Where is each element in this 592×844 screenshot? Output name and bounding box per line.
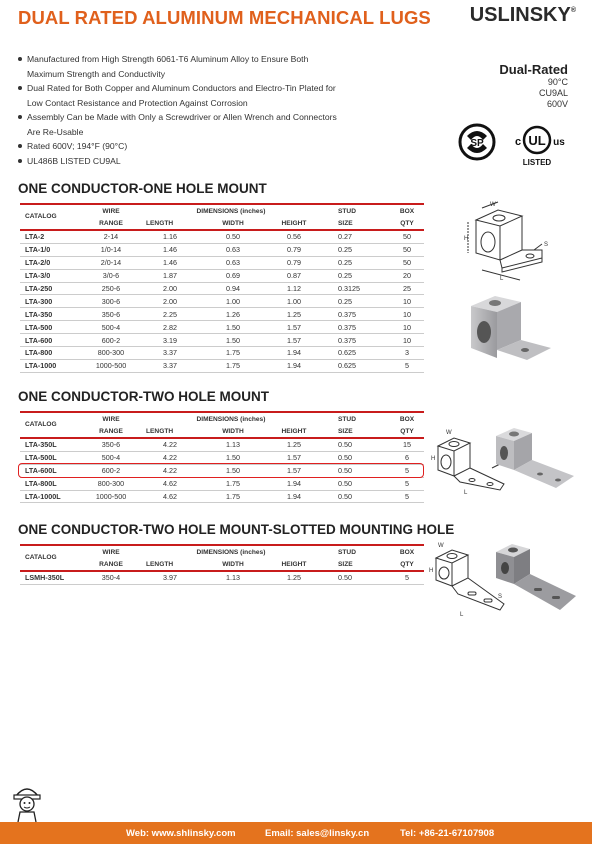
label-l: L	[500, 276, 504, 282]
label-h: H	[429, 568, 434, 574]
cell-height: 1.94	[266, 347, 322, 360]
table-row	[20, 359, 424, 372]
lug-photo-slotted	[490, 540, 580, 616]
cell-stud-size: 0.625	[322, 359, 390, 372]
table-row	[20, 230, 424, 243]
footer-email[interactable]: Email: sales@linsky.cn	[265, 828, 370, 839]
cell-box-qty: 20	[390, 269, 424, 282]
col-stud-bottom: SIZE	[322, 218, 390, 230]
label-w: W	[438, 543, 444, 549]
cell-wire-range: 2/0-14	[82, 256, 140, 269]
cell-box-qty: 10	[390, 308, 424, 321]
cell-wire-range: 500-4	[82, 321, 140, 334]
cell-box-qty: 10	[390, 295, 424, 308]
col-stud-bottom: SIZE	[322, 426, 390, 438]
cell-catalog: LTA-500	[20, 321, 82, 334]
ul-us-text: us	[553, 137, 565, 148]
cell-stud-size: 0.50	[322, 451, 390, 464]
cell-stud-size: 0.375	[322, 308, 390, 321]
ul-logo	[515, 127, 565, 167]
cell-box-qty: 5	[390, 490, 424, 503]
col-length: LENGTH	[140, 426, 200, 438]
cell-height: 1.94	[266, 359, 322, 372]
cell-height: 1.12	[266, 282, 322, 295]
cell-box-qty: 5	[390, 359, 424, 372]
cell-wire-range: 800-300	[82, 477, 140, 490]
col-stud-top: STUD	[322, 204, 390, 218]
col-height: HEIGHT	[266, 426, 322, 438]
cell-wire-range: 250-6	[82, 282, 140, 295]
cell-catalog: LTA-3/0	[20, 269, 82, 282]
col-stud-bottom: SIZE	[322, 559, 390, 571]
cell-height: 0.79	[266, 256, 322, 269]
listed-text: LISTED	[522, 158, 552, 167]
col-catalog: CATALOG	[20, 545, 82, 571]
brand-logo	[470, 4, 576, 27]
table-row	[20, 295, 424, 308]
footer-bar	[0, 822, 592, 844]
section-title-one-hole: ONE CONDUCTOR-ONE HOLE MOUNT	[18, 181, 267, 196]
col-width: WIDTH	[200, 218, 266, 230]
col-dimensions: DIMENSIONS (inches)	[140, 545, 322, 559]
ul-text: UL	[528, 133, 546, 148]
cell-height: 0.56	[266, 230, 322, 243]
cell-catalog: LTA-500L	[20, 451, 82, 464]
cell-height: 0.87	[266, 269, 322, 282]
cell-wire-range: 3/0-6	[82, 269, 140, 282]
rating-block	[499, 62, 568, 110]
label-l: L	[464, 490, 468, 496]
cell-catalog: LTA-2	[20, 230, 82, 243]
cell-width: 0.63	[200, 243, 266, 256]
cell-length: 3.37	[140, 359, 200, 372]
table-header-row	[20, 412, 424, 426]
table-row	[20, 243, 424, 256]
csa-text: SP	[470, 138, 484, 149]
cell-catalog: LTA-800L	[20, 477, 82, 490]
col-wire-bottom: RANGE	[82, 559, 140, 571]
col-height: HEIGHT	[266, 559, 322, 571]
cell-height: 1.00	[266, 295, 322, 308]
table-body	[20, 571, 424, 584]
col-width: WIDTH	[200, 426, 266, 438]
cell-height: 1.94	[266, 477, 322, 490]
label-s: S	[544, 242, 549, 248]
cell-stud-size: 0.50	[322, 477, 390, 490]
cell-catalog: LTA-1000L	[20, 490, 82, 503]
col-width: WIDTH	[200, 559, 266, 571]
table-row	[20, 490, 424, 503]
cell-wire-range: 350-4	[82, 571, 140, 584]
cell-catalog: LTA-800	[20, 347, 82, 360]
cell-width: 1.13	[200, 571, 266, 584]
lug-photo-two-hole	[492, 424, 576, 494]
cell-wire-range: 300-6	[82, 295, 140, 308]
cell-width: 1.75	[200, 490, 266, 503]
table-header-row	[20, 204, 424, 218]
label-s: S	[498, 594, 503, 600]
cell-wire-range: 1000-500	[82, 490, 140, 503]
cell-width: 1.13	[200, 438, 266, 451]
col-wire-top: WIRE	[82, 412, 140, 426]
cell-stud-size: 0.3125	[322, 282, 390, 295]
cell-stud-size: 0.27	[322, 230, 390, 243]
cell-width: 0.63	[200, 256, 266, 269]
rating-temp: 90°C	[547, 77, 568, 87]
feature-item: Manufactured from High Strength 6061-T6 Aluminum Alloy to Ensure Both Maximum Strength and Conductivity	[18, 52, 338, 81]
table-row	[20, 308, 424, 321]
col-length: LENGTH	[140, 559, 200, 571]
cell-box-qty: 10	[390, 334, 424, 347]
table-row	[20, 321, 424, 334]
cell-length: 2.00	[140, 282, 200, 295]
cell-stud-size: 0.50	[322, 490, 390, 503]
cell-wire-range: 600-2	[82, 334, 140, 347]
feature-item: Rated 600V; 194°F (90°C)	[18, 139, 338, 154]
cell-box-qty: 50	[390, 243, 424, 256]
lug-diagram-one-hole	[462, 198, 557, 283]
col-dimensions: DIMENSIONS (inches)	[140, 204, 322, 218]
spec-table-two-hole	[20, 411, 424, 503]
table-row	[20, 477, 424, 490]
cell-length: 3.19	[140, 334, 200, 347]
cell-wire-range: 600-2	[82, 464, 140, 477]
col-box-bottom: QTY	[390, 559, 424, 571]
cell-height: 1.25	[266, 438, 322, 451]
cell-wire-range: 1000-500	[82, 359, 140, 372]
cell-wire-range: 350-6	[82, 308, 140, 321]
section-title-slotted: ONE CONDUCTOR-TWO HOLE MOUNT-SLOTTED MOUNTING HOLE	[18, 522, 455, 537]
cell-catalog: LSMH-350L	[20, 571, 82, 584]
col-box-top: BOX	[390, 204, 424, 218]
cell-stud-size: 0.25	[322, 269, 390, 282]
cell-width: 1.50	[200, 464, 266, 477]
table-row	[20, 256, 424, 269]
cell-wire-range: 1/0-14	[82, 243, 140, 256]
cell-stud-size: 0.50	[322, 438, 390, 451]
cell-length: 4.22	[140, 438, 200, 451]
ul-c-text: c	[514, 136, 522, 148]
table-row	[20, 269, 424, 282]
cell-width: 1.75	[200, 477, 266, 490]
spec-table-one-hole	[20, 203, 424, 373]
cell-length: 4.62	[140, 477, 200, 490]
col-wire-top: WIRE	[82, 204, 140, 218]
cell-wire-range: 350-6	[82, 438, 140, 451]
cell-length: 1.87	[140, 269, 200, 282]
cell-height: 1.57	[266, 334, 322, 347]
label-w: W	[446, 430, 452, 436]
rating-conductor: CU9AL	[538, 88, 568, 98]
cell-length: 1.46	[140, 243, 200, 256]
cell-catalog: LTA-2/0	[20, 256, 82, 269]
cell-length: 2.82	[140, 321, 200, 334]
cell-stud-size: 0.25	[322, 256, 390, 269]
cell-length: 1.16	[140, 230, 200, 243]
col-wire-bottom: RANGE	[82, 426, 140, 438]
cell-width: 0.94	[200, 282, 266, 295]
row-highlight-box	[18, 463, 424, 478]
col-stud-top: STUD	[322, 412, 390, 426]
cell-width: 1.50	[200, 334, 266, 347]
cell-box-qty: 5	[390, 477, 424, 490]
certification-marks	[455, 118, 575, 170]
registered-mark: ®	[570, 7, 576, 14]
rating-voltage: 600V	[546, 99, 568, 109]
cell-box-qty: 5	[390, 464, 424, 477]
cell-height: 1.25	[266, 308, 322, 321]
cell-length: 2.00	[140, 295, 200, 308]
col-box-top: BOX	[390, 545, 424, 559]
table-body	[20, 230, 424, 372]
cell-width: 1.50	[200, 451, 266, 464]
cell-box-qty: 5	[390, 571, 424, 584]
cell-catalog: LTA-250	[20, 282, 82, 295]
table-header-row	[20, 545, 424, 559]
feature-item: Dual Rated for Both Copper and Aluminum Conductors and Electro-Tin Plated for Low Contact Resistance and Protection Against Corrosion	[18, 81, 338, 110]
cell-height: 1.57	[266, 451, 322, 464]
cell-stud-size: 0.50	[322, 571, 390, 584]
cell-box-qty: 50	[390, 230, 424, 243]
label-h: H	[464, 236, 469, 242]
col-wire-bottom: RANGE	[82, 218, 140, 230]
cell-wire-range: 500-4	[82, 451, 140, 464]
cell-length: 2.25	[140, 308, 200, 321]
col-wire-top: WIRE	[82, 545, 140, 559]
feature-list	[18, 52, 338, 168]
cell-stud-size: 0.625	[322, 347, 390, 360]
table-row	[20, 282, 424, 295]
cell-height: 1.25	[266, 571, 322, 584]
cell-width: 1.00	[200, 295, 266, 308]
col-box-top: BOX	[390, 412, 424, 426]
cell-width: 1.50	[200, 321, 266, 334]
footer-web[interactable]: Web: www.shlinsky.com	[126, 828, 236, 839]
col-length: LENGTH	[140, 218, 200, 230]
cell-box-qty: 50	[390, 256, 424, 269]
col-height: HEIGHT	[266, 218, 322, 230]
label-h: H	[431, 456, 436, 462]
cell-stud-size: 0.50	[322, 464, 390, 477]
cell-box-qty: 3	[390, 347, 424, 360]
cell-catalog: LTA-600L	[20, 464, 82, 477]
cell-stud-size: 0.375	[322, 321, 390, 334]
table-row	[20, 571, 424, 584]
cell-box-qty: 15	[390, 438, 424, 451]
footer-tel: Tel: +86-21-67107908	[400, 828, 495, 839]
label-l: L	[460, 612, 464, 618]
cell-box-qty: 10	[390, 321, 424, 334]
mascot-icon	[10, 782, 44, 822]
spec-table-slotted	[20, 544, 424, 585]
brand-name: USLINSKY	[469, 4, 571, 26]
feature-item: Assembly Can be Made with Only a Screwdriver or Allen Wrench and Connectors Are Re-Usable	[18, 110, 338, 139]
cell-length: 4.62	[140, 490, 200, 503]
cell-height: 1.94	[266, 490, 322, 503]
rating-heading: Dual-Rated	[499, 62, 568, 77]
cell-catalog: LTA-300	[20, 295, 82, 308]
cell-stud-size: 0.375	[322, 334, 390, 347]
table-row	[20, 438, 424, 451]
cell-height: 1.57	[266, 321, 322, 334]
cell-stud-size: 0.25	[322, 243, 390, 256]
cell-length: 4.22	[140, 451, 200, 464]
cell-length: 4.22	[140, 464, 200, 477]
cell-wire-range: 800-300	[82, 347, 140, 360]
col-box-bottom: QTY	[390, 218, 424, 230]
col-catalog: CATALOG	[20, 412, 82, 438]
col-box-bottom: QTY	[390, 426, 424, 438]
cell-height: 1.57	[266, 464, 322, 477]
lug-photo-one-hole	[465, 292, 555, 364]
cell-width: 0.69	[200, 269, 266, 282]
cell-width: 0.50	[200, 230, 266, 243]
cell-width: 1.26	[200, 308, 266, 321]
cell-stud-size: 0.25	[322, 295, 390, 308]
col-stud-top: STUD	[322, 545, 390, 559]
col-catalog: CATALOG	[20, 204, 82, 230]
cell-catalog: LTA-1000	[20, 359, 82, 372]
cell-catalog: LTA-1/0	[20, 243, 82, 256]
col-dimensions: DIMENSIONS (inches)	[140, 412, 322, 426]
section-title-two-hole: ONE CONDUCTOR-TWO HOLE MOUNT	[18, 389, 269, 404]
label-w: W	[490, 202, 496, 208]
page-title: DUAL RATED ALUMINUM MECHANICAL LUGS	[18, 7, 431, 28]
cell-catalog: LTA-350L	[20, 438, 82, 451]
cell-catalog: LTA-350	[20, 308, 82, 321]
csa-logo	[460, 125, 494, 159]
cell-box-qty: 25	[390, 282, 424, 295]
table-row	[20, 347, 424, 360]
cell-length: 3.37	[140, 347, 200, 360]
cell-height: 0.79	[266, 243, 322, 256]
cell-length: 1.46	[140, 256, 200, 269]
cell-catalog: LTA-600	[20, 334, 82, 347]
cell-length: 3.97	[140, 571, 200, 584]
cell-width: 1.75	[200, 347, 266, 360]
feature-item: UL486B LISTED CU9AL	[18, 154, 338, 169]
cell-width: 1.75	[200, 359, 266, 372]
table-row	[20, 334, 424, 347]
cell-wire-range: 2-14	[82, 230, 140, 243]
cell-box-qty: 6	[390, 451, 424, 464]
